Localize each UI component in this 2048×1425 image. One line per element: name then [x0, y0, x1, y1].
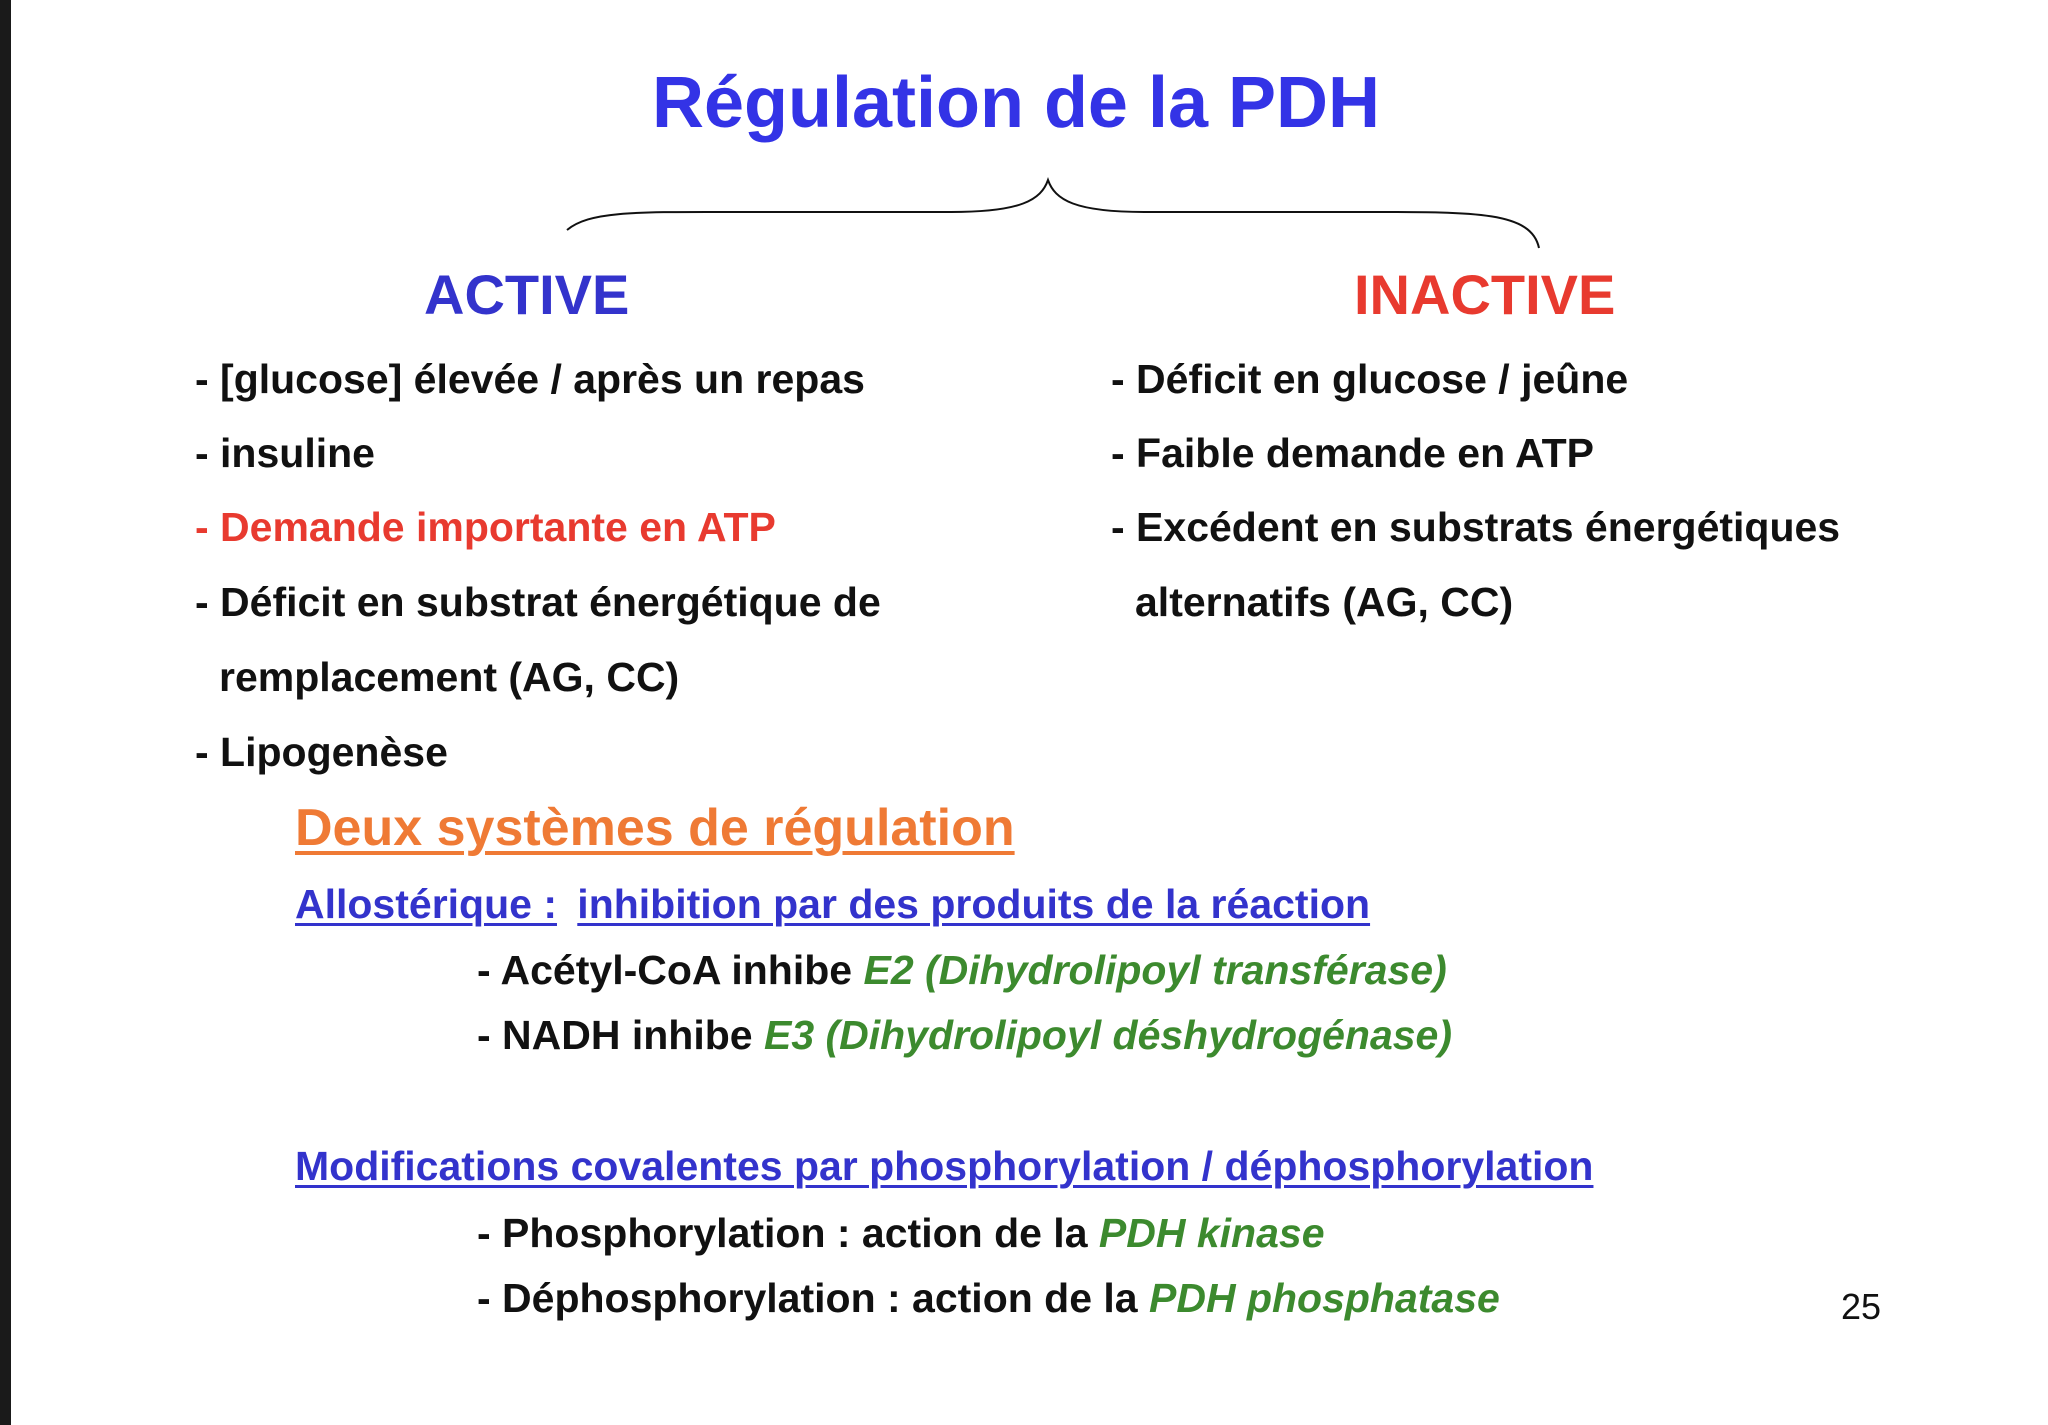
allosteric-line-text: - NADH inhibe	[477, 1012, 764, 1058]
active-item: remplacement (AG, CC)	[219, 654, 680, 700]
slide-title: Régulation de la PDH	[651, 63, 1381, 143]
allosteric-desc: inhibition par des produits de la réaction	[577, 881, 1371, 927]
active-item: - Déficit en substrat énergétique de	[195, 579, 881, 625]
covalent-line-text: - Déphosphorylation : action de la	[477, 1275, 1149, 1321]
active-item: - Lipogenèse	[195, 729, 448, 775]
active-item: - [glucose] élevée / après un repas	[195, 356, 865, 402]
allosteric-line	[477, 947, 1447, 994]
allosteric-label: Allostérique :	[295, 881, 557, 927]
covalent-line	[477, 1275, 1500, 1322]
inactive-item: alternatifs (AG, CC)	[1135, 579, 1514, 625]
enzyme-name: PDH kinase	[1098, 1210, 1325, 1256]
covalent-label: Modifications covalentes par phosphorylation / déphosphorylation	[295, 1143, 1594, 1189]
enzyme-name: E3 (Dihydrolipoyl déshydrogénase)	[763, 1012, 1453, 1058]
covalent-line	[477, 1210, 1325, 1257]
allosteric-header	[295, 881, 1370, 928]
regulation-title: Deux systèmes de régulation	[295, 799, 1015, 857]
enzyme-name: E2 (Dihydrolipoyl transférase)	[863, 947, 1447, 993]
allosteric-line-text: - Acétyl-CoA inhibe	[477, 947, 864, 993]
inactive-item: - Excédent en substrats énergétiques	[1111, 504, 1841, 550]
inactive-item: - Déficit en glucose / jeûne	[1111, 356, 1629, 402]
covalent-line-text: - Phosphorylation : action de la	[477, 1210, 1099, 1256]
slide	[11, 0, 2048, 1425]
allosteric-line	[477, 1012, 1452, 1059]
active-heading: ACTIVE	[424, 263, 630, 326]
active-item: - insuline	[195, 430, 375, 476]
inactive-heading: INACTIVE	[1354, 263, 1616, 326]
curly-brace	[551, 170, 1551, 260]
page-number: 25	[1841, 1286, 1882, 1327]
enzyme-name: PDH phosphatase	[1149, 1275, 1500, 1321]
active-item: - Demande importante en ATP	[195, 504, 776, 550]
inactive-item: - Faible demande en ATP	[1111, 430, 1594, 476]
